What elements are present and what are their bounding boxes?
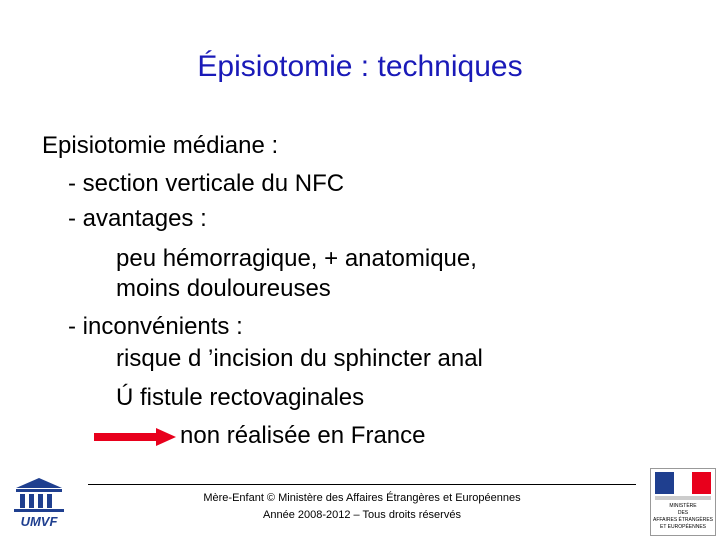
footer-copyright: Mère-Enfant © Ministère des Affaires Étrangères et Européennes <box>203 492 521 504</box>
umvf-logo <box>10 476 68 528</box>
fistule-text: fistule rectovaginales <box>140 384 365 411</box>
text-inconvenient-2 <box>116 384 364 412</box>
ministere-line-1: MINISTÈRE <box>669 503 697 509</box>
footer-years: Année 2008-2012 – Tous droits réservés <box>263 509 461 521</box>
bullet-section: - section verticale du NFC <box>68 170 345 197</box>
bullet-inconvenients: - inconvénients : <box>68 313 243 340</box>
ministere-logo <box>650 468 716 536</box>
text-avantages-2: moins douloureuses <box>116 275 331 302</box>
umvf-logo-text: UMVF <box>20 514 58 528</box>
slide-title: Épisiotomie : techniques <box>197 50 523 83</box>
ministere-line-2: DES <box>677 510 689 516</box>
bullet-episiotomie-mediane: Episiotomie médiane : <box>42 132 279 159</box>
check-icon: Ú <box>116 384 134 411</box>
text-avantages-1: peu hémorragique, + anatomique, <box>116 245 477 272</box>
ministere-line-3: AFFAIRES ÉTRANGÈRES <box>652 517 714 523</box>
footer-divider <box>88 484 636 485</box>
conclusion-text: non réalisée en France <box>180 422 426 449</box>
bullet-avantages: - avantages : <box>68 205 207 232</box>
red-arrow-icon <box>94 428 176 446</box>
text-inconvenient-1: risque d ’incision du sphincter anal <box>116 345 483 372</box>
ministere-line-4: ET EUROPÉENNES <box>659 524 707 530</box>
